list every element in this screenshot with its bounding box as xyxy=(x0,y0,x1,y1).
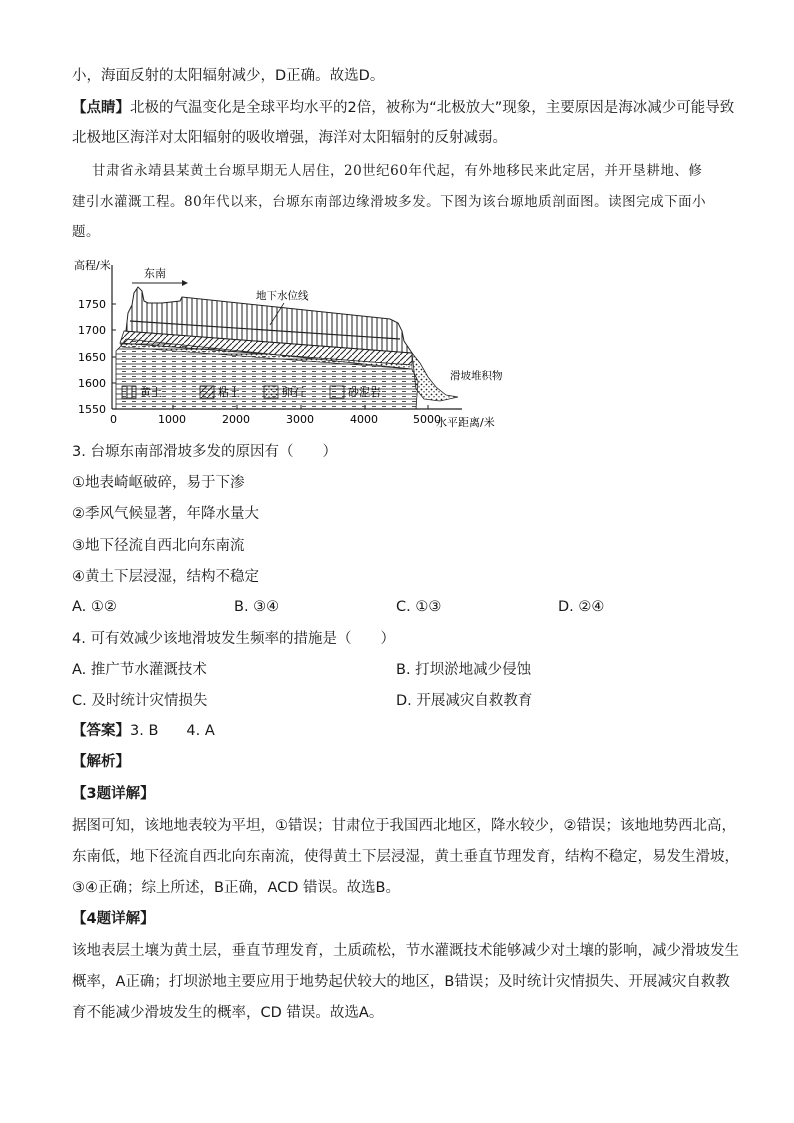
passage-line-3: 题。 xyxy=(72,224,100,240)
q3-item: ④黄土下层浸湿，结构不稳定 xyxy=(72,569,259,585)
landslide-label: 滑坡堆积物 xyxy=(450,370,503,382)
detail3-line-3: ③④正确；综上所述，B正确，ACD 错误。故选B。 xyxy=(72,880,400,896)
q4-stem: 4. 可有效减少该地滑坡发生频率的措施是（ ） xyxy=(72,631,395,647)
y-tick-label: 1650 xyxy=(78,351,106,364)
x-tick-label: 2000 xyxy=(222,413,250,426)
legend-swatch-loess xyxy=(122,386,136,398)
answer-4: 4. A xyxy=(186,723,215,739)
point-note-text-1: 北极的气温变化是全球平均水平的2倍，被称为“北极放大”现象，主要原因是海冰减少可能导致 xyxy=(130,100,735,116)
point-note-label: 【点睛】 xyxy=(72,100,130,116)
detail3-line-2: 东南低，地下径流自西北向东南流，使得黄土下层浸湿，黄土垂直节理发育，结构不稳定，易发生滑坡， xyxy=(72,849,739,865)
q3-stem: 3. 台塬东南部滑坡多发的原因有（ ） xyxy=(72,444,337,460)
x-axis-label: 水平距离/米 xyxy=(436,416,495,429)
legend-label: 卵石 xyxy=(282,386,304,399)
legend-swatch-gravel xyxy=(264,386,278,398)
point-note-line-1 xyxy=(72,98,734,118)
answer-3: 3. B xyxy=(130,723,159,739)
prev-answer-tail: 小，海面反射的太阳辐射减少，D正确。故选D。 xyxy=(72,68,385,84)
analysis-label: 【解析】 xyxy=(72,754,130,770)
detail4-label: 【4题详解】 xyxy=(72,911,155,927)
detail4-line-1: 该地表层土壤为黄土层，垂直节理发育，土质疏松，节水灌溉技术能够减少对土壤的影响，减少滑坡发生 xyxy=(72,943,739,959)
y-tick-label: 1600 xyxy=(78,377,106,390)
legend-swatch-clay xyxy=(200,386,214,398)
y-ticks xyxy=(78,298,116,416)
detail3-label: 【3题详解】 xyxy=(72,786,155,802)
y-tick-label: 1750 xyxy=(78,298,106,311)
q4-option-d[interactable]: D. 开展减灾自救教育 xyxy=(396,693,533,709)
y-tick-label: 1700 xyxy=(78,324,106,337)
legend-label: 砂泥岩 xyxy=(348,386,381,399)
passage-line-1: 甘肃省永靖县某黄土台塬早期无人居住，20世纪60年代起，有外地移民来此定居，并开垦耕地、修 xyxy=(92,163,703,179)
q3-item: ③地下径流自西北向东南流 xyxy=(72,538,245,554)
legend-swatch-sandstone xyxy=(330,386,344,398)
q4-option-b[interactable]: B. 打坝淤地减少侵蚀 xyxy=(396,662,532,678)
x-tick-label: 4000 xyxy=(350,413,378,426)
y-tick-label: 1550 xyxy=(78,403,106,416)
y-axis-label: 高程/米 xyxy=(74,259,111,272)
q4-option-a[interactable]: A. 推广节水灌溉技术 xyxy=(72,662,207,678)
geological-profile-figure xyxy=(70,253,530,433)
q4-option-c[interactable]: C. 及时统计灾情损失 xyxy=(72,693,208,709)
x-tick-label: 5000 xyxy=(413,413,441,426)
q3-item: ①地表崎岖破碎，易于下渗 xyxy=(72,475,245,491)
answer-label: 【答案】 xyxy=(72,723,130,739)
answer-line xyxy=(72,721,215,741)
groundwater-label: 地下水位线 xyxy=(256,290,309,302)
x-tick-label: 3000 xyxy=(286,413,314,426)
direction-label: 东南 xyxy=(144,267,166,280)
legend-label: 粘土 xyxy=(218,386,240,399)
x-tick-label: 0 xyxy=(110,413,117,426)
detail4-line-2: 概率，A正确；打坝淤地主要应用于地势起伏较大的地区，B错误；及时统计灾情损失、开展减灾自救教 xyxy=(72,974,730,990)
passage-line-2: 建引水灌溉工程。80年代以来，台塬东南部边缘滑坡多发。下图为该台塬地质剖面图。读图完成下面小 xyxy=(72,194,707,210)
detail3-line-1: 据图可知，该地地表较为平坦，①错误；甘肃位于我国西北地区，降水较少，②错误；该地地势西北高， xyxy=(72,818,736,834)
x-tick-label: 1000 xyxy=(158,413,186,426)
q3-option-d[interactable]: D. ②④ xyxy=(558,599,605,615)
detail4-line-3: 育不能减少滑坡发生的概率，CD 错误。故选A。 xyxy=(72,1005,384,1021)
q3-item: ②季风气候显著，年降水量大 xyxy=(72,506,259,522)
legend-label: 黄土 xyxy=(140,386,162,399)
point-note-line-2: 北极地区海洋对太阳辐射的吸收增强，海洋对太阳辐射的反射减弱。 xyxy=(72,130,507,146)
q3-option-b[interactable]: B. ③④ xyxy=(234,599,280,615)
q3-option-a[interactable]: A. ①② xyxy=(72,599,117,615)
q3-option-c[interactable]: C. ①③ xyxy=(396,599,442,615)
